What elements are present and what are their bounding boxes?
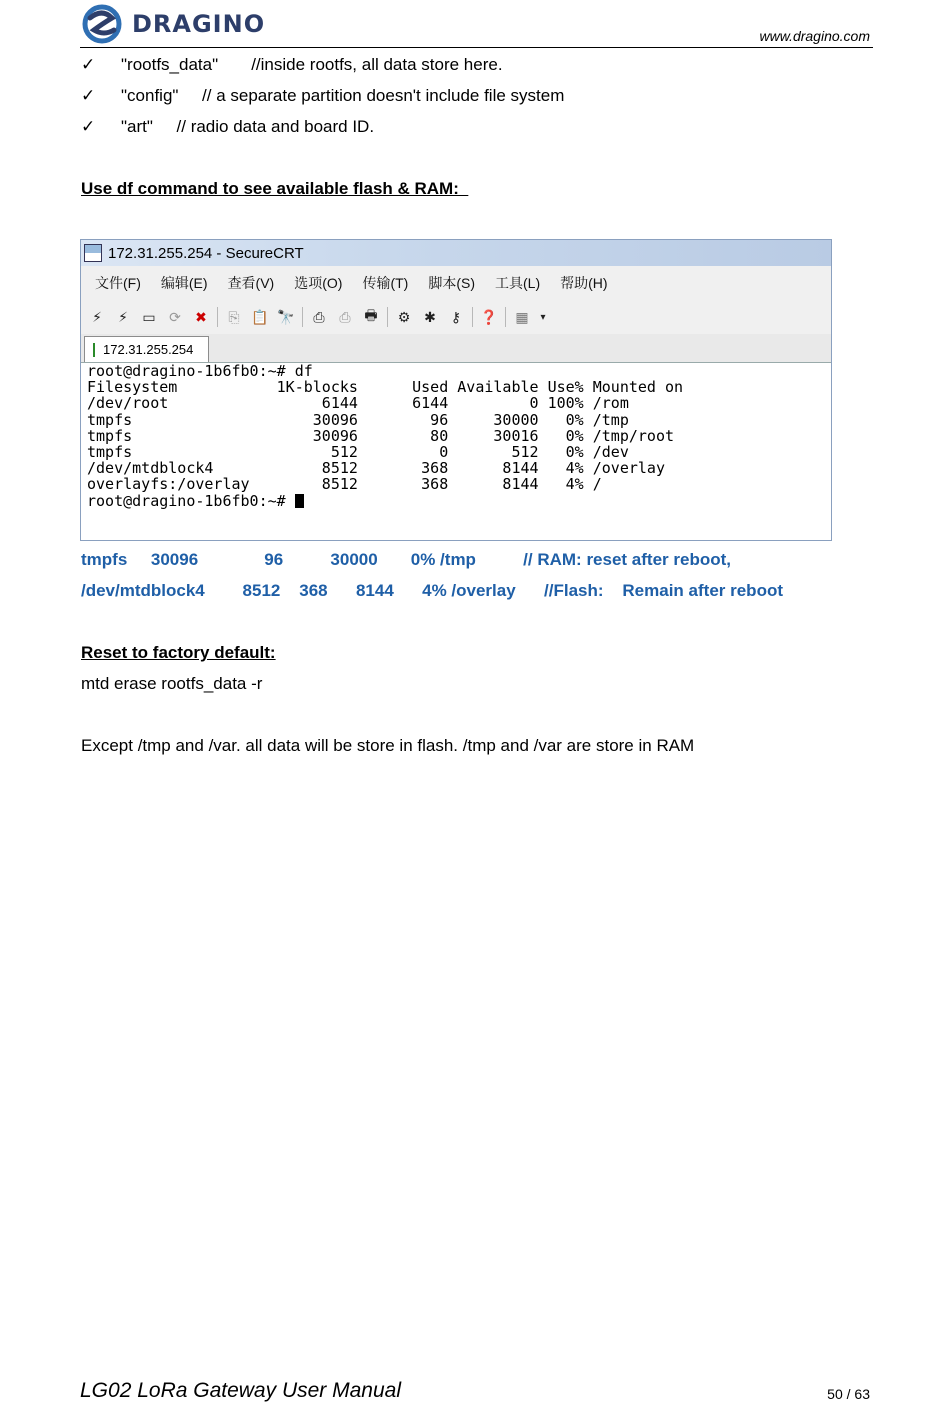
session-options-icon[interactable]: ⚙ (397, 308, 411, 325)
page-number: 50 / 63 (827, 1386, 870, 1402)
terminal-line: tmpfs 30096 80 30016 0% /tmp/root (87, 426, 674, 445)
toolbar-separator (387, 307, 388, 327)
menu-transfer[interactable]: 传输(T) (362, 275, 409, 291)
menu-file[interactable]: 文件(F) (95, 275, 141, 291)
terminal-line: Filesystem 1K-blocks Used Available Use% Mounted on (87, 378, 684, 397)
reconnect-icon[interactable]: ⟳ (169, 308, 181, 325)
quick-connect-icon[interactable]: ⚡ (118, 308, 128, 325)
manual-title: LG02 LoRa Gateway User Manual (80, 1379, 401, 1402)
menu-help[interactable]: 帮助(H) (560, 275, 608, 291)
toolbar-separator (505, 307, 506, 327)
terminal-line: /dev/root 6144 6144 0 100% /rom (87, 394, 629, 413)
check-icon: ✓ (81, 86, 96, 105)
storage-note: Except /tmp and /var. all data will be store in flash. /tmp and /var are store in RAM (81, 736, 695, 755)
bullet-config: "config" // a separate partition doesn't include file system (121, 86, 565, 105)
check-icon: ✓ (81, 55, 96, 74)
terminal-line: /dev/mtdblock4 8512 368 8144 4% /overlay (87, 459, 665, 478)
session-tab-bar (81, 334, 831, 363)
note-mtdblock-flash: /dev/mtdblock4 8512 368 8144 4% /overlay //Flash: Remain after reboot (81, 581, 783, 600)
toolbar (81, 300, 831, 335)
terminal-line: tmpfs 30096 96 30000 0% /tmp (87, 410, 629, 429)
site-url[interactable]: www.dragino.com (759, 28, 870, 44)
bullet-art: "art" // radio data and board ID. (121, 117, 375, 136)
terminal-line: root@dragino-1b6fb0:~# df (87, 362, 313, 380)
session-tab[interactable] (84, 336, 209, 362)
find-icon[interactable]: 🔭 (277, 308, 295, 325)
toolbar-overflow-icon[interactable]: ▾ (540, 311, 546, 323)
keymap-icon[interactable]: ▦ (515, 308, 529, 325)
securecrt-window (80, 239, 832, 541)
help-icon[interactable]: ❓ (480, 308, 498, 325)
toolbar-separator (302, 307, 303, 327)
factory-reset-command: mtd erase rootfs_data -r (81, 674, 263, 693)
terminal-line: overlayfs:/overlay 8512 368 8144 4% / (87, 475, 602, 494)
toolbar-separator (472, 307, 473, 327)
key-icon[interactable]: ⚷ (450, 308, 462, 325)
menu-bar (81, 266, 831, 300)
dragino-logo (80, 4, 270, 44)
copy-icon[interactable]: ⎘ (228, 308, 240, 325)
menu-tools[interactable]: 工具(L) (495, 275, 541, 291)
terminal-cursor (295, 494, 304, 508)
header-rule (80, 47, 873, 48)
print-icon[interactable]: 🖶 (364, 307, 378, 323)
menu-edit[interactable]: 编辑(E) (160, 275, 208, 291)
menu-view[interactable]: 查看(V) (227, 275, 275, 291)
session-tab-label: 172.31.255.254 (103, 342, 194, 357)
note-tmpfs-ram: tmpfs 30096 96 30000 0% /tmp // RAM: reset after reboot, (81, 550, 731, 569)
toolbar-separator (217, 307, 218, 327)
dragino-logo-icon (80, 4, 124, 44)
connected-indicator-icon (93, 343, 95, 357)
check-icon: ✓ (81, 117, 96, 136)
print-screen-icon[interactable]: ⎙ (339, 308, 351, 325)
window-titlebar (81, 240, 831, 266)
heading-factory-reset: Reset to factory default: (81, 643, 276, 662)
securecrt-app-icon (84, 244, 102, 262)
paste-icon[interactable]: 📋 (251, 308, 269, 325)
disconnect-icon[interactable]: ✖ (195, 308, 207, 325)
menu-options[interactable]: 选项(O) (294, 275, 343, 291)
window-title: 172.31.255.254 - SecureCRT (108, 244, 304, 262)
connect-icon[interactable]: ⚡ (92, 308, 102, 325)
menu-script[interactable]: 脚本(S) (428, 275, 476, 291)
heading-df-command: Use df command to see available flash & RAM: (81, 179, 469, 198)
terminal-line: tmpfs 512 0 512 0% /dev (87, 443, 629, 462)
bullet-rootfs-data: "rootfs_data" //inside rootfs, all data store here. (121, 55, 503, 74)
print-setup-icon[interactable]: ⎙ (313, 308, 325, 325)
global-options-icon[interactable]: ✱ (424, 308, 436, 325)
logo-text: DRAGINO (132, 10, 266, 38)
terminal-output[interactable] (81, 363, 831, 541)
terminal-prompt: root@dragino-1b6fb0:~# (87, 491, 295, 510)
connect-tab-icon[interactable]: ▭ (142, 308, 156, 325)
